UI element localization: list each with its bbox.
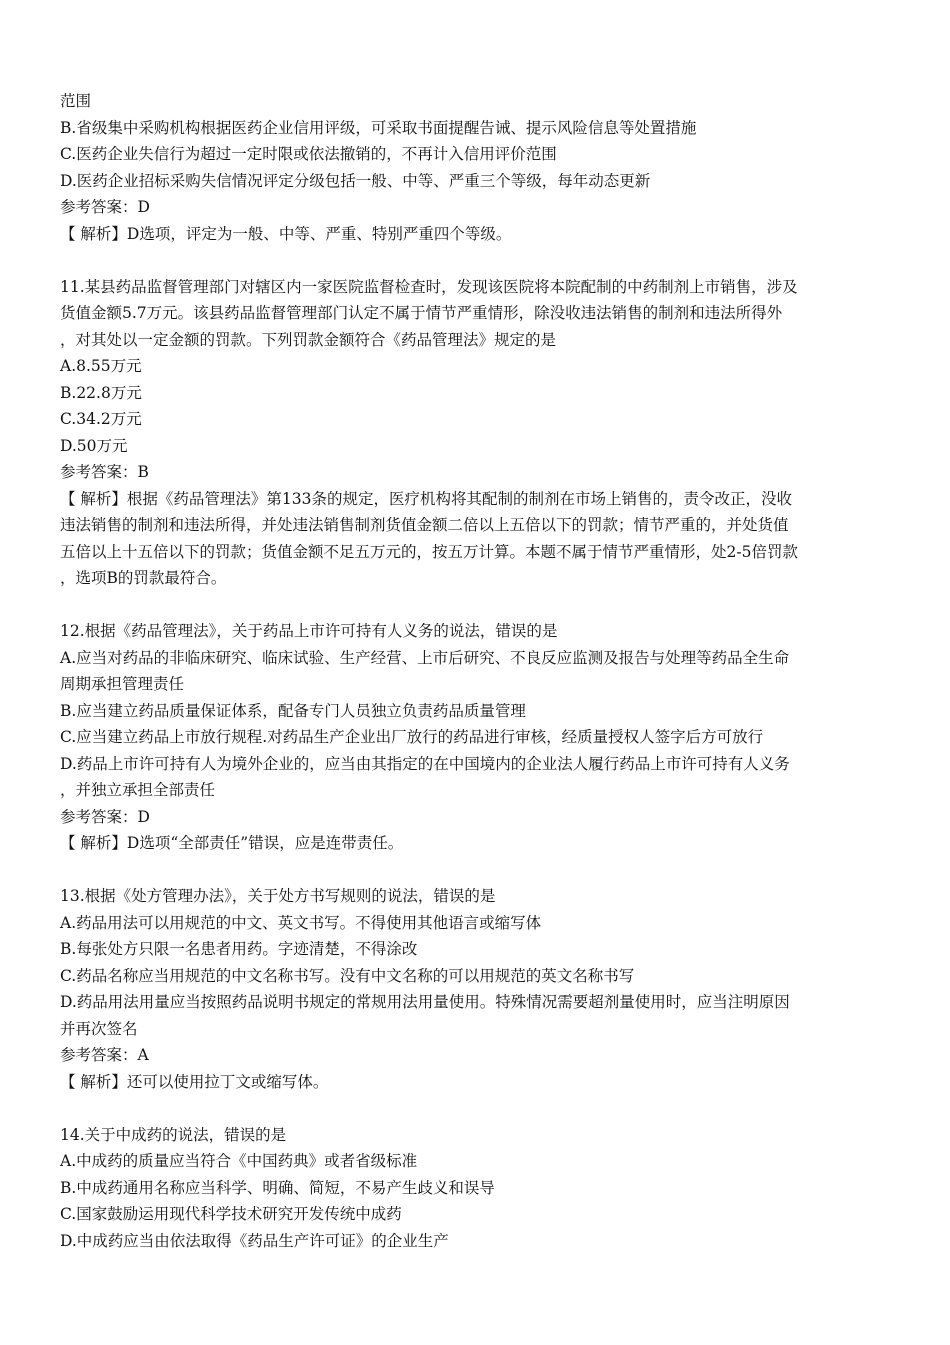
- question-11-stem-line-2: 货值金额5.7万元。该县药品监督管理部门认定不属于情节严重情形，除没收违法销售的制剂和违法所得外: [60, 304, 783, 322]
- question-10-option-c: C.医药企业失信行为超过一定时限或依法撤销的，不再计入信用评价范围: [60, 145, 557, 163]
- question-10-option-d: D.医药企业招标采购失信情况评定分级包括一般、中等、严重三个等级，每年动态更新: [60, 171, 651, 190]
- question-14-stem: 14.关于中成药的说法，错误的是: [60, 1125, 287, 1144]
- question-11-stem-line-1: 11.某县药品监督管理部门对辖区内一家医院监督检查时，发现该医院将本院配制的中药制剂上市销售，涉及: [60, 277, 798, 296]
- question-13-option-d-line-2: 并再次签名: [60, 1019, 138, 1038]
- question-11-analysis-line-3: 五倍以上十五倍以下的罚款；货值金额不足五万元的，按五万计算。本题不属于情节严重情形，处2-5倍罚款: [60, 542, 798, 561]
- question-12-analysis: 【 解析】D选项“全部责任”错误，应是连带责任。: [60, 834, 404, 852]
- question-13: [60, 883, 900, 1095]
- spacer: [60, 1095, 900, 1122]
- question-13-analysis: 【 解析】还可以使用拉丁文或缩写体。: [60, 1072, 329, 1091]
- question-11-analysis-line-4: ，选项B的罚款最符合。: [60, 569, 227, 587]
- question-13-option-b: B.每张处方只限一名患者用药。字迹清楚，不得涂改: [60, 940, 418, 958]
- question-10-stem-continuation: 范围: [60, 92, 92, 110]
- question-12-stem: 12.根据《药品管理法》，关于药品上市许可持有人义务的说法，错误的是: [60, 622, 558, 640]
- question-12-option-c: C.应当建立药品上市放行规程.对药品生产企业出厂放行的药品进行审核，经质量授权人签字后方可放行: [60, 728, 764, 746]
- question-12-option-d-line-2: ，并独立承担全部责任: [60, 781, 216, 799]
- spacer: [60, 247, 900, 274]
- question-11-analysis-line-1: 【 解析】根据《药品管理法》第133条的规定，医疗机构将其配制的制剂在市场上销售的，责令改正，没收: [60, 489, 793, 508]
- question-13-option-c: C.药品名称应当用规范的中文名称书写。没有中文名称的可以用规范的英文名称书写: [60, 966, 635, 985]
- document-page: [60, 88, 900, 1254]
- question-11-option-b: B.22.8万元: [60, 383, 142, 402]
- question-12: [60, 618, 900, 857]
- question-11-answer: 参考答案：B: [60, 463, 149, 481]
- question-14-option-d: D.中成药应当由依法取得《药品生产许可证》的企业生产: [60, 1231, 449, 1250]
- question-12-option-b: B.应当建立药品质量保证体系，配备专门人员独立负责药品质量管理: [60, 701, 526, 720]
- question-14: [60, 1122, 900, 1255]
- question-14-option-b: B.中成药通用名称应当科学、明确、简短，不易产生歧义和误导: [60, 1178, 495, 1197]
- question-13-answer: 参考答案：A: [60, 1046, 149, 1064]
- question-12-option-a-line-2: 周期承担管理责任: [60, 675, 185, 693]
- question-11-analysis-line-2: 违法销售的制剂和违法所得，并处违法销售制剂货值金额二倍以上五倍以下的罚款；情节严重的，并处货值: [60, 516, 789, 534]
- question-13-option-a: A.药品用法可以用规范的中文、英文书写。不得使用其他语言或缩写体: [60, 913, 542, 932]
- question-13-option-d-line-1: D.药品用法用量应当按照药品说明书规定的常规用法用量使用。特殊情况需要超剂量使用时，应当注明原因: [60, 993, 790, 1011]
- question-11-stem-line-3: ，对其处以一定金额的罚款。下列罚款金额符合《药品管理法》规定的是: [60, 330, 557, 349]
- question-12-option-d-line-1: D.药品上市许可持有人为境外企业的，应当由其指定的在中国境内的企业法人履行药品上市许可持有人义务: [60, 754, 790, 773]
- question-11: [60, 274, 900, 592]
- question-14-option-c: C.国家鼓励运用现代科学技术研究开发传统中成药: [60, 1205, 402, 1223]
- question-13-stem: 13.根据《处方管理办法》，关于处方书写规则的说法，错误的是: [60, 887, 496, 905]
- spacer: [60, 592, 900, 619]
- question-10-tail: [60, 88, 900, 247]
- question-10-option-b: B.省级集中采购机构根据医药企业信用评级，可采取书面提醒告诫、提示风险信息等处置措施: [60, 118, 697, 137]
- question-12-answer: 参考答案：D: [60, 807, 150, 826]
- question-10-answer: 参考答案：D: [60, 198, 150, 216]
- spacer: [60, 857, 900, 884]
- question-12-option-a-line-1: A.应当对药品的非临床研究、临床试验、生产经营、上市后研究、不良反应监测及报告与处理等药品全生命: [60, 648, 790, 667]
- question-11-option-a: A.8.55万元: [60, 357, 142, 375]
- question-11-option-d: D.50万元: [60, 436, 128, 455]
- question-14-option-a: A.中成药的质量应当符合《中国药典》或者省级标准: [60, 1152, 418, 1170]
- question-10-analysis: 【 解析】D选项，评定为一般、中等、严重、特别严重四个等级。: [60, 224, 512, 243]
- question-11-option-c: C.34.2万元: [60, 410, 142, 428]
